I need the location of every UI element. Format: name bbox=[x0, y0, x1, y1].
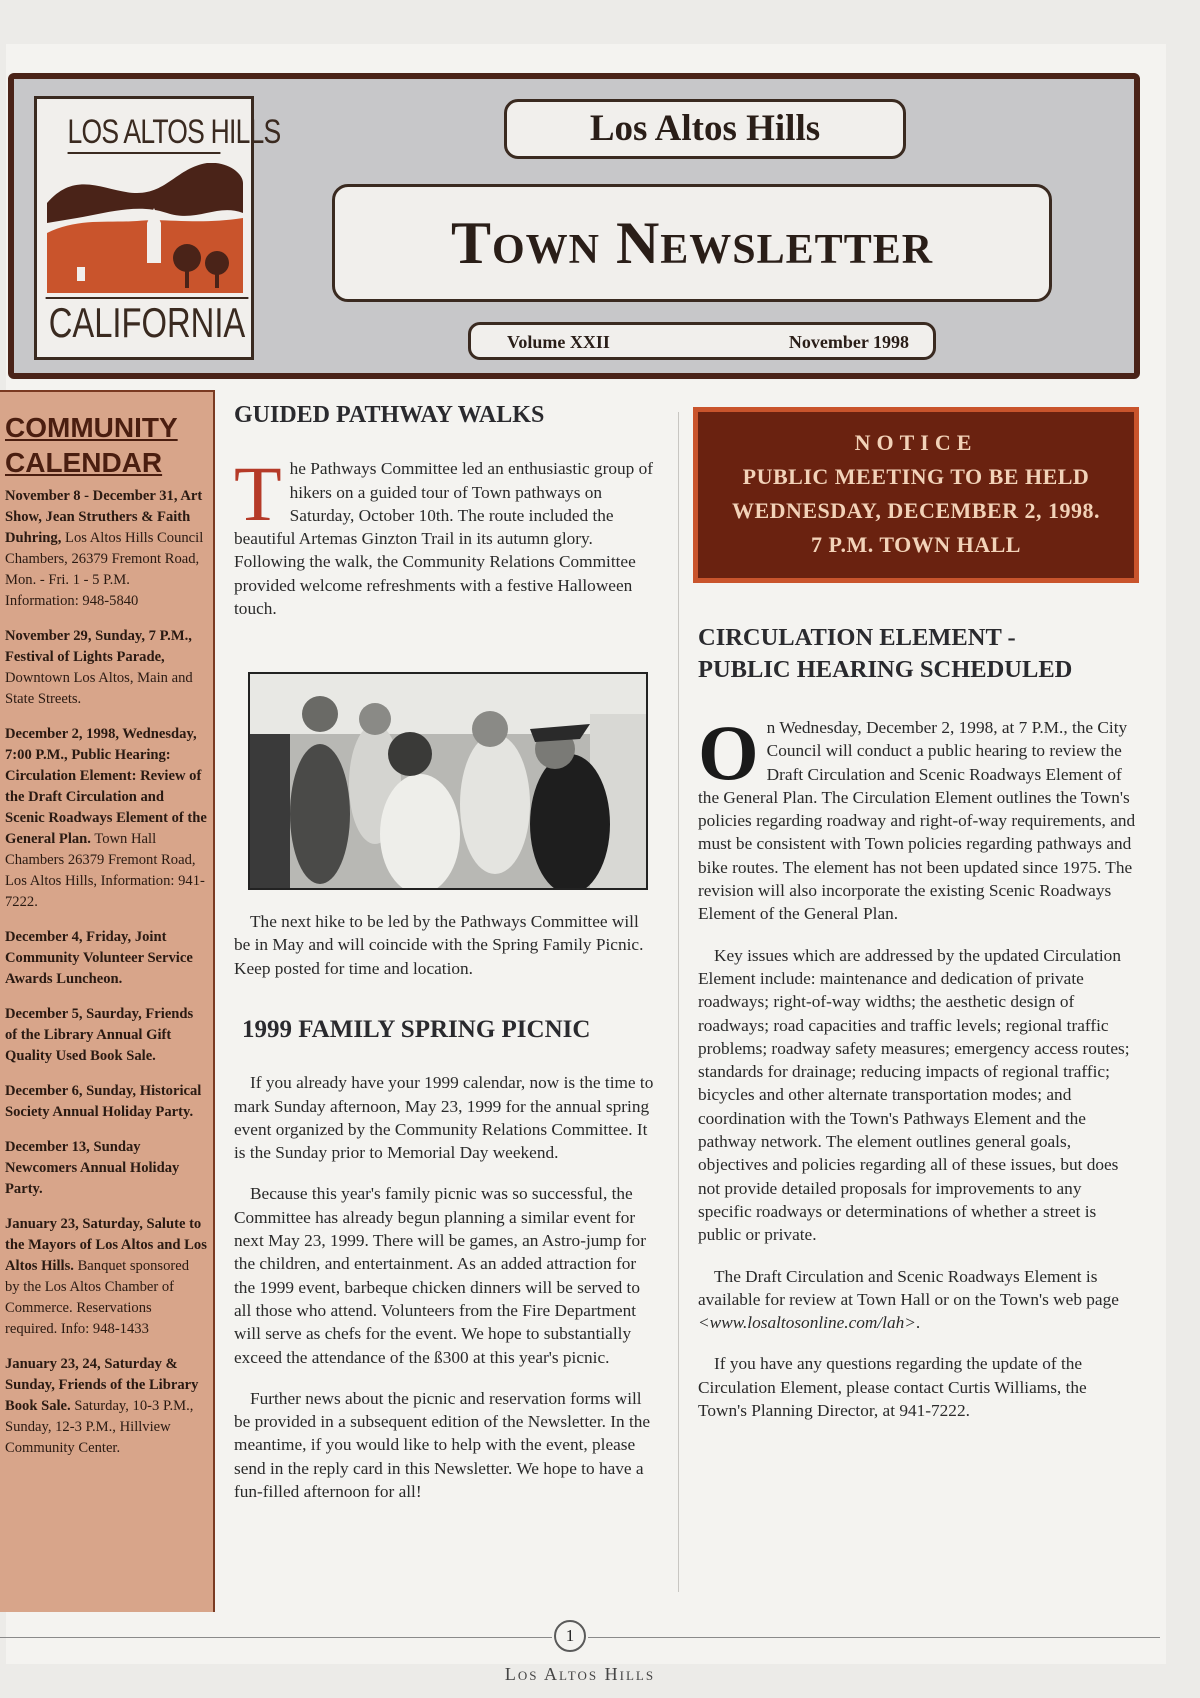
page-number: 1 bbox=[554, 1620, 586, 1652]
calendar-item: December 13, Sunday Newcomers Annual Holiday Party. bbox=[5, 1139, 180, 1197]
hills-logo-icon bbox=[47, 163, 243, 293]
issue-info bbox=[468, 322, 936, 360]
logo-bottom-text: CALIFORNIA bbox=[46, 297, 249, 347]
logo-top-text: LOS ALTOS HILLS bbox=[68, 113, 221, 154]
dropcap-t: T bbox=[234, 450, 282, 538]
issue-date: November 1998 bbox=[788, 332, 909, 352]
picnic-paragraph-1: If you already have your 1999 calendar, now is the time to mark Sunday afternoon, May 23, 1999 for the annual spring event organized by the Community Relations Committee. It is the Sunday prior to Memorial Day weekend. bbox=[234, 1073, 654, 1163]
calendar-item: January 23, Saturday, Salute to the Mayors of Los Altos and Los Altos Hills. Banquet sponsored by the Los Altos Chamber of Commerce. Reservations required. Info: 948-1433 bbox=[5, 1216, 207, 1337]
masthead-title: Los Altos Hills bbox=[504, 99, 906, 159]
column-divider bbox=[678, 412, 679, 1592]
pathway-heading: GUIDED PATHWAY WALKS bbox=[234, 402, 545, 428]
calendar-item: November 8 - December 31, Art Show, Jean Struthers & Faith Duhring, Los Altos Hills Council Chambers, 26379 Fremont Road, Mon. - Fri. 1 - 5 P.M. Information: 948-5840 bbox=[5, 488, 204, 609]
calendar-list bbox=[5, 486, 207, 1459]
newsletter-title: Town Newsletter bbox=[332, 184, 1052, 302]
calendar-item: December 2, 1998, Wednesday, 7:00 P.M., Public Hearing: Circulation Element: Review of the Draft Circulation and Scenic Roadways Element of the General Plan. Town Hall Chambers 26379 Fremont Road, Los Altos Hills, Information: 941-7222. bbox=[5, 726, 207, 910]
notice-line-3: WEDNESDAY, DECEMBER 2, 1998. bbox=[731, 498, 1101, 523]
picnic-paragraph-2: Because this year's family picnic was so successful, the Committee has already begun planning a similar event for next May 23, 1999. There will be games, an Astro-jump for the children, and entertainment. As an added attraction for the 1999 event, barbeque chicken dinners will be served to all those who attend. Volunteers from the Fire Department will serve as chefs for the event. We hope to substantially exceed the attendance of the ß300 at this year's picnic. bbox=[234, 1184, 646, 1367]
public-meeting-notice bbox=[693, 407, 1139, 583]
pathway-article bbox=[234, 404, 654, 638]
circulation-heading: CIRCULATION ELEMENT - PUBLIC HEARING SCHEDULED bbox=[698, 624, 1073, 683]
notice-line-2: PUBLIC MEETING TO BE HELD bbox=[742, 464, 1090, 489]
notice-line-4: 7 P.M. TOWN HALL bbox=[811, 532, 1021, 557]
volume-label: Volume XXII bbox=[507, 332, 610, 352]
circulation-paragraph-1: On Wednesday, December 2, 1998, at 7 P.M., the City Council will conduct a public hearing to review the Draft Circulation and Scenic Roadways Element of the General Plan. The Circulation Element outlines the Town's policies regarding roadway and right-of-way requirements, and must be consistent with Town policies regarding pathways and bike routes. The element has not been updated since 1975. The revision will also incorporate the existing Scenic Roadways Element of the General Plan. bbox=[698, 709, 1136, 924]
footer-rule-left bbox=[0, 1637, 552, 1638]
notice-title: NOTICE bbox=[854, 430, 978, 455]
pathway-paragraph-2: The next hike to be led by the Pathways Committee will be in May and will coincide with the Spring Family Picnic. Keep posted for time and location. bbox=[234, 912, 644, 978]
hikers-photo-image bbox=[250, 674, 646, 888]
circulation-paragraph-3: The Draft Circulation and Scenic Roadways Element is available for review at Town Hall or on the Town's web page <www.losaltosonline.com/lah>. bbox=[698, 1266, 1119, 1333]
town-web-link[interactable]: <www.losaltosonline.com/lah> bbox=[698, 1313, 916, 1333]
pathway-article-continued bbox=[234, 910, 654, 998]
hikers-photo bbox=[248, 672, 648, 890]
town-logo bbox=[34, 96, 281, 360]
footer-title: Los Altos Hills bbox=[504, 1664, 656, 1684]
picnic-paragraph-3: Further news about the picnic and reservation forms will be provided in a subsequent edition of the Newsletter. In the meantime, if you would like to help with the event, please send in the reply card in this Newsletter. We hope to have a fun-filled afternoon for all! bbox=[234, 1388, 651, 1502]
circulation-article bbox=[698, 622, 1138, 1440]
picnic-article bbox=[234, 1018, 660, 1521]
picnic-heading: 1999 FAMILY SPRING PICNIC bbox=[242, 1016, 591, 1043]
calendar-item: January 23, 24, Saturday & Sunday, Friends of the Library Book Sale. Saturday, 10-3 P.M., Sunday, 12-3 P.M., Hillview Community Center. bbox=[5, 1356, 199, 1456]
dropcap-o: O bbox=[698, 709, 759, 796]
calendar-heading: COMMUNITY CALENDAR bbox=[5, 412, 178, 478]
calendar-item: December 5, Saurday, Friends of the Library Annual Gift Quality Used Book Sale. bbox=[5, 1006, 194, 1064]
pathway-paragraph-1: The Pathways Committee led an enthusiastic group of hikers on a guided tour of Town pathways on Saturday, October 10th. The route included the beautiful Artemas Ginzton Trail in its autumn glory. Following the walk, the Community Relations Committee provided welcome refreshments with a festive Halloween touch. bbox=[234, 450, 653, 619]
community-calendar bbox=[0, 390, 215, 1612]
circulation-paragraph-4: If you have any questions regarding the update of the Circulation Element, please contact Curtis Williams, the Town's Planning Director, at 941-7222. bbox=[698, 1354, 1087, 1421]
footer-rule-right bbox=[588, 1637, 1160, 1638]
calendar-item: November 29, Sunday, 7 P.M., Festival of Lights Parade, Downtown Los Altos, Main and State Streets. bbox=[5, 628, 193, 707]
calendar-item: December 6, Sunday, Historical Society Annual Holiday Party. bbox=[5, 1083, 202, 1120]
circulation-paragraph-2: Key issues which are addressed by the updated Circulation Element include: maintenance and dedication of private roadways; right-of-way widths; the aesthetic design of roadways; road capacities and traffic levels; regional traffic problems; roadway safety measures; emergency access routes; standards for drainage; reducing impacts of regional traffic; bicycles and other alternate transportation modes; and coordination with the Town's Pathways Element and the pathway network. The element outlines general goals, objectives and policies regarding all of these issues, but does not provide detailed proposals for improvements to any specific roadways or determinations of whether a street is public or private. bbox=[698, 945, 1130, 1245]
calendar-item: December 4, Friday, Joint Community Volunteer Service Awards Luncheon. bbox=[5, 929, 193, 987]
